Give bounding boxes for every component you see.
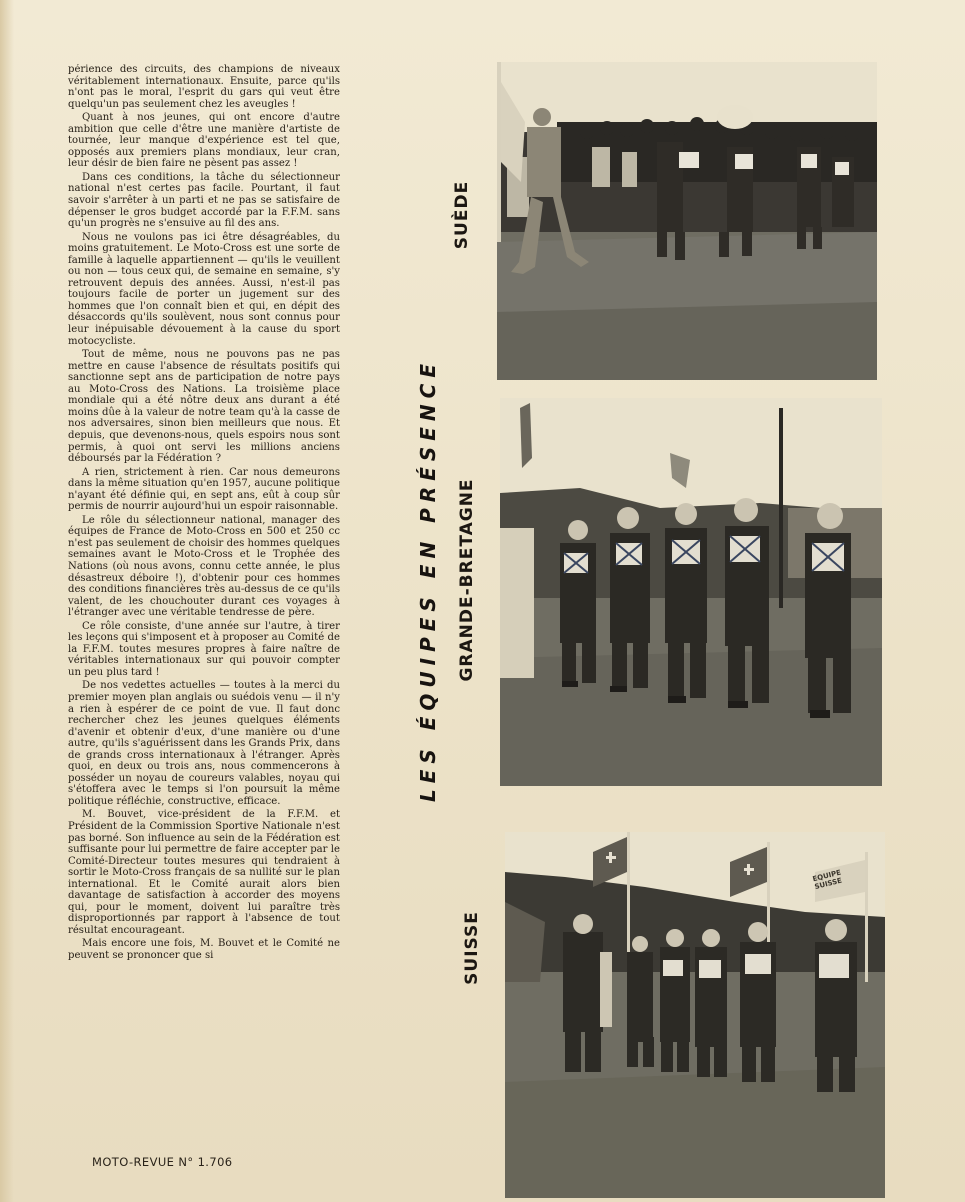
page-footer: MOTO-REVUE N° 1.706 xyxy=(92,1155,233,1169)
article-paragraph: Tout de même, nous ne pouvons pas ne pas mettre en cause l'absence de résultats positifs qui sanctionne sept ans de participation de notre pays au Moto-Cross des Nations. La troisième place mondiale qui a été nôtre deux ans durant a été moins dûe à la valeur de notre team qu'à la casse de nos adversaires, sinon bien meilleurs que nous. Et depuis, que devenons-nous, quels espoirs nous sont permis, à quoi ont servi les millions anciens déboursés par la Fédération ? xyxy=(68,349,340,465)
article-paragraph: Quant à nos jeunes, qui ont encore d'autre ambition que celle d'être une manière d'artiste de tournée, leur manque d'expérience est tel que, opposés aux premiers plans mondiaux, leur cran, leur désir de bien faire ne pèsent pas assez ! xyxy=(68,112,340,170)
photo-team-great-britain xyxy=(500,398,882,786)
photo-team-sweden xyxy=(497,62,877,380)
article-paragraph: Le rôle du sélectionneur national, manager des équipes de France de Moto-Cross en 500 et 250 cc n'est pas seulement de choisir des hommes quelques semaines avant le Moto-Cross et le Trophée des Nations (où nous avons, connu cette année, le plus désastreux déboire !), d'obtenir pour ces hommes des conditions financières très au-dessus de ce qu'ils valent, de les chouchouter durant ces voyages à l'étranger avec une véritable tendresse de père. xyxy=(68,514,340,619)
country-label-great-britain: GRANDE-BRETAGNE xyxy=(457,478,477,682)
swiss-team-banner-text: EQUIPE SUISSE xyxy=(811,868,843,892)
article-paragraph: De nos vedettes actuelles — toutes à la merci du premier moyen plan anglais ou suédois venu — il n'y a rien à espérer de ce point de vue. Il faut donc rechercher chez les jeunes quelques éléments d'avenir et obtenir d'eux, d'une manière ou d'une autre, qu'ils s'aguérissent dans les Grands Prix, dans de grands cross internationaux à l'étranger. Après quoi, en deux ou trois ans, nous commencerons à posséder un noyau de coureurs valables, noyau qui s'étoffera avec le temps si l'on poursuit la même politique réfléchie, constructive, efficace. xyxy=(68,680,340,807)
country-label-switzerland: SUISSE xyxy=(462,911,482,985)
article-paragraph: Mais encore une fois, M. Bouvet et le Comité ne peuvent se prononcer que si xyxy=(68,938,340,962)
photo-team-switzerland xyxy=(505,832,885,1198)
article-paragraph: A rien, strictement à rien. Car nous demeurons dans la même situation qu'en 1957, aucune politique n'ayant été définie qui, en sept ans, eût à coup sûr permis de nourrir aujourd'hui un espoir raisonnable. xyxy=(68,466,340,513)
feature-title: LES ÉQUIPES EN PRÉSENCE xyxy=(416,357,440,803)
article-paragraph: périence des circuits, des champions de niveaux véritablement internationaux. Ensuite, parce qu'ils n'ont pas le moral, l'esprit du gars qui veut être quelqu'un pas seulement chez les aveugles ! xyxy=(68,64,340,110)
article-paragraph: M. Bouvet, vice-président de la F.F.M. et Président de la Commission Sportive Nationale n'est pas borné. Son influence au sein de la Fédération est suffisante pour lui permettre de faire accepter par le Comité-Directeur toutes mesures qui tendraient à sortir le Moto-Cross français de sa nullité sur le plan international. Et le Comité aurait alors bien davantage de satisfaction à accorder des moyens qui, pour le moment, doivent lui paraître très disproportionnés par rapport à l'absence de tout résultat encourageant. xyxy=(68,809,340,936)
article-paragraph: Ce rôle consiste, d'une année sur l'autre, à tirer les leçons qui s'imposent et à proposer au Comité de la F.F.M. toutes mesures propres à faire naître de véritables internationaux sur qui pouvoir compter un peu plus tard ! xyxy=(68,620,340,678)
photo-sweden-image xyxy=(497,62,877,380)
photo-great-britain-image xyxy=(500,398,882,786)
article-text-column xyxy=(68,64,340,1094)
article-paragraph: Dans ces conditions, la tâche du sélectionneur national n'est certes pas facile. Pourtant, il faut savoir s'arrêter à un parti et ne pas se satisfaire de dépenser le gros budget accordé par la F.F.M. sans qu'un progrès ne s'ensuive au fil des ans. xyxy=(68,171,340,230)
page-edge-shadow xyxy=(0,0,14,1202)
article-paragraph: Nous ne voulons pas ici être désagréables, du moins gratuitement. Le Moto-Cross est une sorte de famille à laquelle appartiennent — qu'ils le veuillent ou non — tous ceux qui, de semaine en semaine, s'y retrouvent depuis des années. Aussi, n'est-il pas toujours facile de porter un jugement sur des hommes que l'on connaît bien et qui, en dépit des désaccords qu'ils soulèvent, nous sont connus pour leur inépuisable dévouement à la cause du sport motocycliste. xyxy=(68,231,340,347)
country-label-sweden: SUÈDE xyxy=(452,180,472,250)
